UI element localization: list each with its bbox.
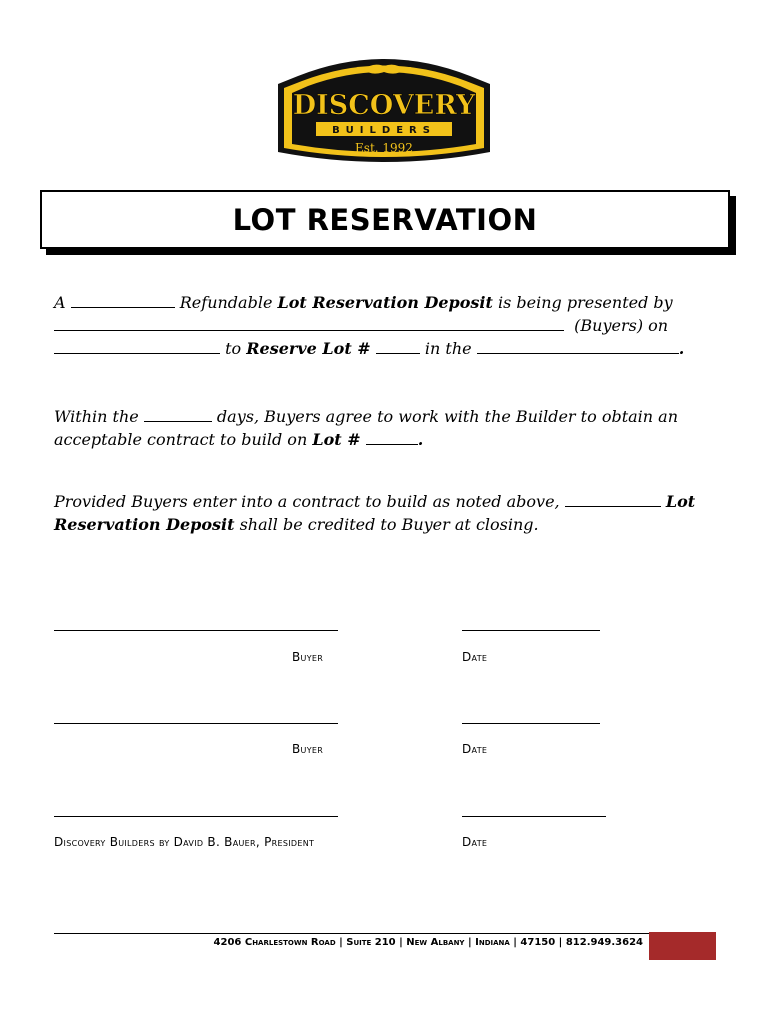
- para1-bold-deposit: Lot Reservation Deposit: [277, 293, 493, 312]
- para1-text-to: to: [225, 339, 242, 358]
- credit-paragraph: [54, 490, 704, 536]
- para3-text-credited: shall be credited to Buyer at closing.: [239, 515, 539, 534]
- date2-label: Date: [462, 742, 488, 756]
- footer-accent-block: [649, 932, 716, 960]
- date1-label: Date: [462, 650, 488, 664]
- date1-line: [462, 630, 600, 631]
- para1-text-in-the: in the: [424, 339, 472, 358]
- date3-line: [462, 816, 606, 817]
- president-label: Discovery Builders by David B. Bauer, President: [54, 835, 315, 849]
- days-blank: [144, 407, 212, 422]
- deposit-paragraph: [54, 291, 714, 360]
- para1-text-refundable: Refundable: [179, 293, 273, 312]
- days-paragraph: [54, 405, 694, 451]
- buyer1-label: Buyer: [292, 650, 324, 664]
- date2-line: [462, 723, 600, 724]
- para1-text-a: A: [54, 293, 66, 312]
- logo-name: DISCOVERY: [292, 90, 476, 121]
- buyer2-signature-line: [54, 723, 338, 724]
- footer-address: 4206 Charlestown Road | Suite 210 | New Albany | Indiana | 47150 | 812.949.3624: [213, 937, 643, 948]
- buyer2-label: Buyer: [292, 742, 324, 756]
- para2-period: .: [417, 430, 424, 449]
- para2-bold-lot: Lot #: [312, 430, 361, 449]
- para3-bold-deposit: Lot Reservation Deposit: [54, 492, 696, 534]
- para2-text-days: days, Buyers agree to work with the Builder to obtain an acceptable contract to build on: [54, 407, 679, 449]
- para1-bold-reserve-lot: Reserve Lot #: [246, 339, 371, 358]
- para3-text-provided: Provided Buyers enter into a contract to build as noted above,: [54, 492, 560, 511]
- para1-period: .: [678, 339, 685, 358]
- logo-subtitle: BUILDERS: [332, 125, 436, 136]
- lot-number-blank: [376, 339, 420, 354]
- date3-label: Date: [462, 835, 488, 849]
- credit-amount-blank: [565, 492, 661, 507]
- para2-lot-blank: [366, 430, 418, 445]
- buyers-name-blank: [54, 316, 564, 331]
- deposit-amount-blank: [71, 293, 175, 308]
- president-signature-line: [54, 816, 338, 817]
- page-title: LOT RESERVATION: [232, 202, 538, 237]
- company-logo: [268, 48, 500, 168]
- title-box: [40, 190, 730, 249]
- date-blank: [54, 339, 220, 354]
- para1-text-buyers: (Buyers) on: [574, 316, 669, 335]
- para1-text-presented: is being presented by: [497, 293, 673, 312]
- subdivision-blank: [477, 339, 679, 354]
- footer-divider: [54, 933, 649, 934]
- para2-text-within: Within the: [54, 407, 139, 426]
- logo-established: Est. 1992: [355, 141, 413, 155]
- buyer1-signature-line: [54, 630, 338, 631]
